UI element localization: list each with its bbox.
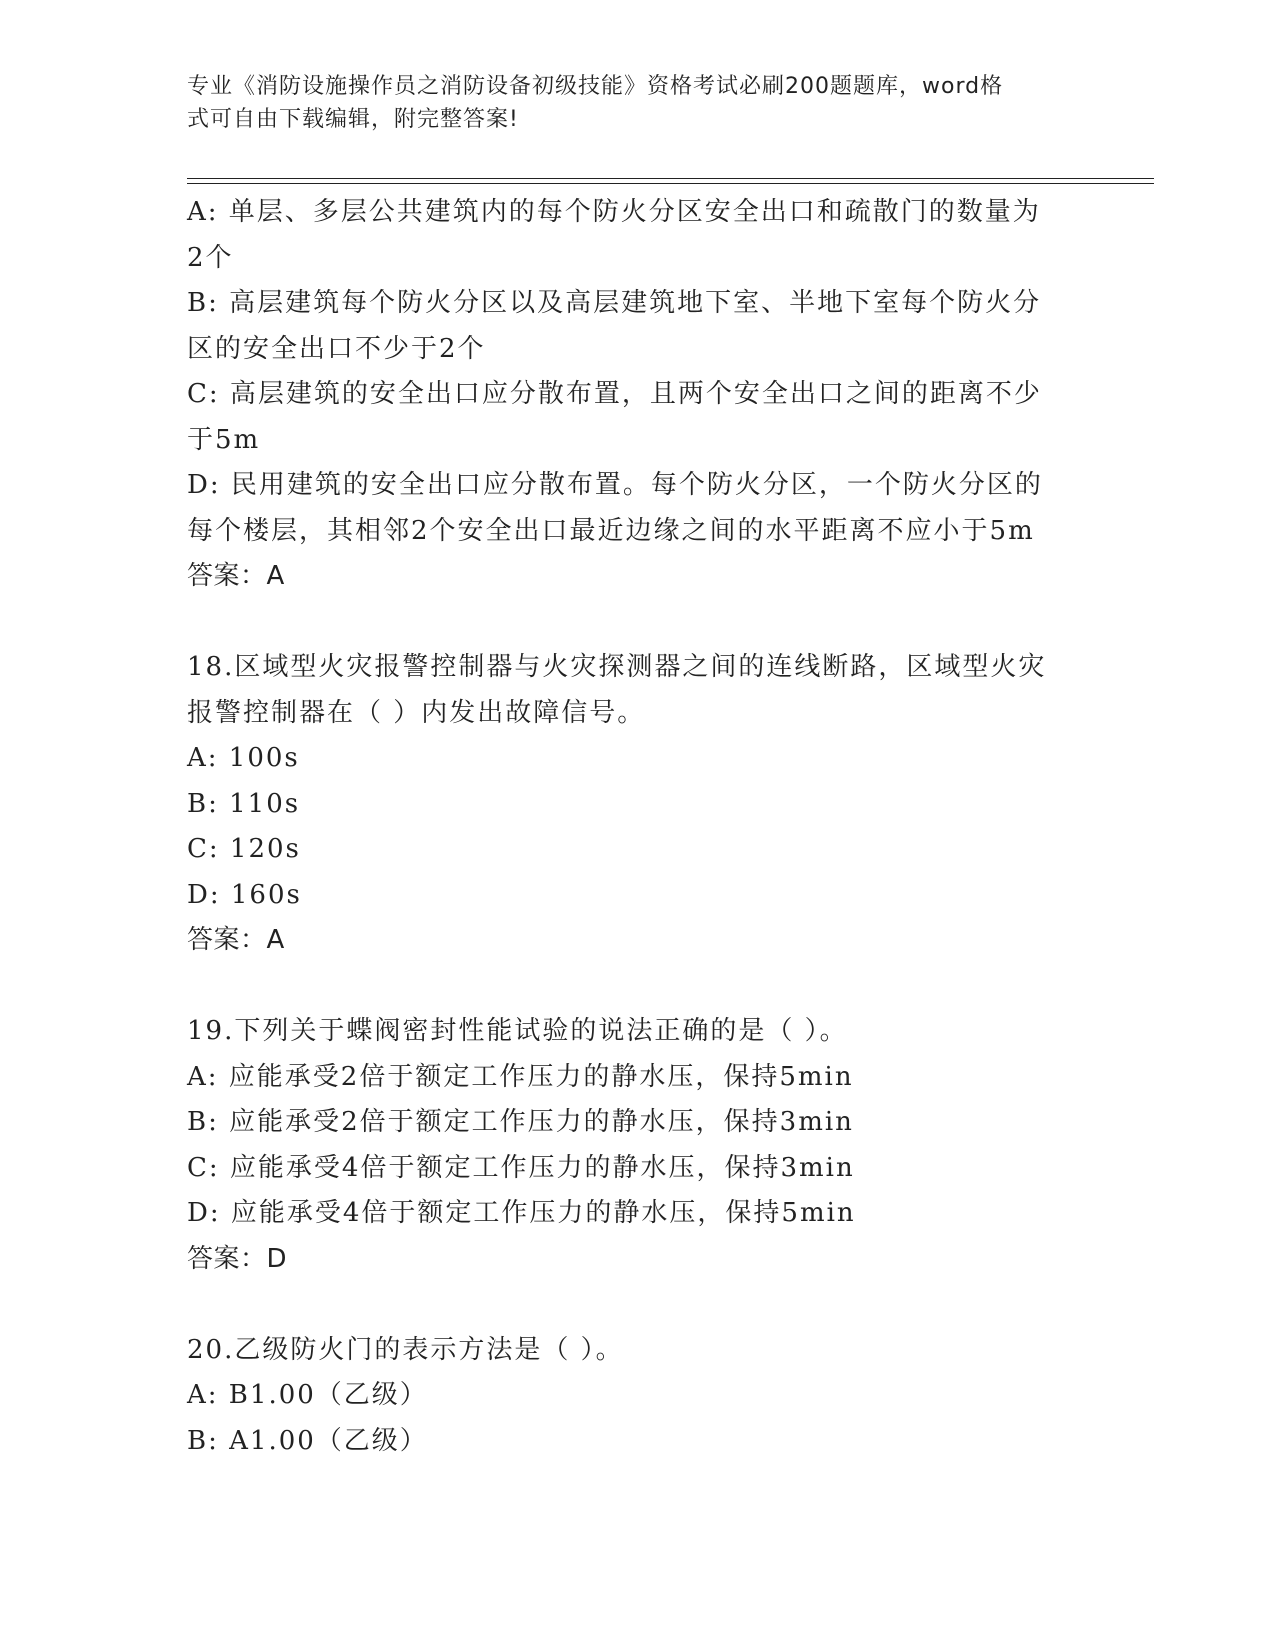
document-header — [187, 70, 1067, 136]
q18-option-c: C: 120s — [187, 834, 301, 864]
header-line-1: 专业《消防设施操作员之消防设备初级技能》资格考试必刷200题题库，word格 — [187, 74, 1004, 99]
header-divider-top — [187, 178, 1154, 179]
question-20 — [187, 1328, 1087, 1465]
q17-option-c-line-1: C: 高层建筑的安全出口应分散布置，且两个安全出口之间的距离不少 — [187, 379, 1042, 409]
q17-option-d-line-1: D: 民用建筑的安全出口应分散布置。每个防火分区，一个防火分区的 — [187, 470, 1043, 500]
q18-answer: 答案：A — [187, 925, 285, 955]
q19-option-c: C: 应能承受4倍于额定工作压力的静水压，保持3min — [187, 1152, 855, 1183]
q18-stem-line-2: 报警控制器在（ ）内发出故障信号。 — [187, 697, 646, 728]
q18-option-b: B: 110s — [187, 788, 301, 819]
q19-answer: 答案：D — [187, 1243, 288, 1274]
question-content — [187, 190, 1087, 1464]
header-divider-bottom — [187, 183, 1154, 184]
q19-option-b: B: 应能承受2倍于额定工作压力的静水压，保持3min — [187, 1107, 854, 1137]
question-19 — [187, 1009, 1087, 1282]
q20-stem: 20.乙级防火门的表示方法是（ ）。 — [187, 1334, 624, 1365]
q17-option-d-line-2: 每个楼层，其相邻2个安全出口最近边缘之间的水平距离不应小于5m — [187, 515, 1035, 546]
q19-stem: 19.下列关于蝶阀密封性能试验的说法正确的是（ ）。 — [187, 1016, 848, 1046]
q18-option-a: A: 100s — [187, 743, 300, 773]
q19-option-a: A: 应能承受2倍于额定工作压力的静水压，保持5min — [187, 1061, 854, 1092]
question-18 — [187, 645, 1087, 964]
q20-option-b: B: A1.00（乙级） — [187, 1425, 428, 1456]
q20-option-a: A: B1.00（乙级） — [187, 1380, 428, 1410]
q18-option-d: D: 160s — [187, 879, 302, 910]
spacer — [187, 600, 1087, 646]
spacer — [187, 964, 1087, 1010]
question-17 — [187, 190, 1087, 600]
q17-option-b-line-2: 区的安全出口不少于2个 — [187, 333, 486, 364]
q17-answer: 答案：A — [187, 561, 285, 591]
header-line-2: 式可自由下载编辑，附完整答案! — [187, 107, 519, 132]
spacer — [187, 1282, 1087, 1328]
q17-option-c-line-2: 于5m — [187, 424, 261, 455]
q17-option-b-line-1: B: 高层建筑每个防火分区以及高层建筑地下室、半地下室每个防火分 — [187, 288, 1042, 318]
q19-option-d: D: 应能承受4倍于额定工作压力的静水压，保持5min — [187, 1198, 856, 1228]
q18-stem-line-1: 18.区域型火灾报警控制器与火灾探测器之间的连线断路，区域型火灾 — [187, 652, 1047, 682]
q17-option-a-line-1: A: 单层、多层公共建筑内的每个防火分区安全出口和疏散门的数量为 — [187, 197, 1041, 227]
q17-option-a-line-2: 2个 — [187, 242, 234, 273]
